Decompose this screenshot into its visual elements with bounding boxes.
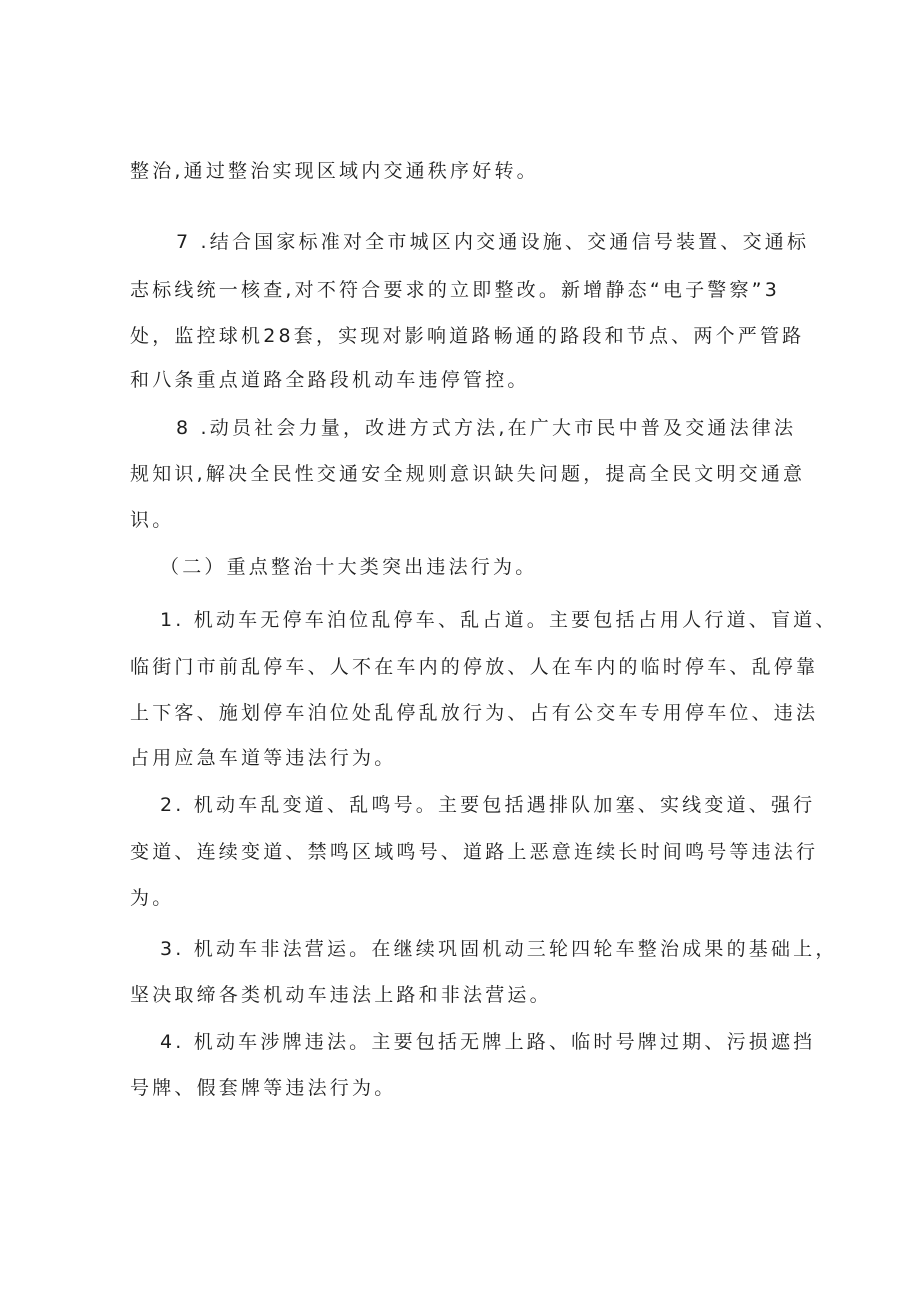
paragraph-7-line: 7 .结合国家标准对全市城区内交通设施、交通信号装置、交通标	[176, 231, 810, 253]
item-3-line: 3. 机动车非法营运。在继续巩固机动三轮四轮车整治成果的基础上，	[160, 938, 838, 960]
text-line: 整治,通过整治实现区域内交通秩序好转。	[130, 160, 539, 182]
text-line: 志标线统一核查,对不符合要求的立即整改。新增静态“电子警察”3	[130, 279, 781, 301]
item-1-line: 1. 机动车无停车泊位乱停车、乱占道。主要包括占用人行道、盲道、	[160, 609, 838, 631]
text-line: 和八条重点道路全路段机动车违停管控。	[130, 369, 530, 391]
text-line: 为。	[130, 887, 175, 909]
item-2-line: 2. 机动车乱变道、乱鸣号。主要包括遇排队加塞、实线变道、强行	[160, 794, 816, 816]
text-line: 占用应急车道等违法行为。	[130, 747, 397, 769]
text-line: 临街门市前乱停车、人不在车内的停放、人在车内的临时停车、乱停靠	[130, 656, 819, 678]
paragraph-8-line: 8 .动员社会力量，改进方式方法,在广大市民中普及交通法律法	[176, 417, 797, 439]
text-line: 坚决取缔各类机动车违法上路和非法营运。	[130, 984, 552, 1006]
section-heading: （二）重点整治十大类突出违法行为。	[160, 556, 538, 578]
text-line: 识。	[130, 509, 175, 531]
text-line: 上下客、施划停车泊位处乱停乱放行为、占有公交车专用停车位、违法	[130, 702, 819, 724]
item-4-line: 4. 机动车涉牌违法。主要包括无牌上路、临时号牌过期、污损遮挡	[160, 1031, 816, 1053]
text-line: 处，监控球机28套，实现对影响道路畅通的路段和节点、两个严管路	[130, 325, 805, 347]
text-line: 变道、连续变道、禁鸣区域鸣号、道路上恶意连续长时间鸣号等违法行	[130, 841, 819, 863]
text-line: 号牌、假套牌等违法行为。	[130, 1077, 397, 1099]
text-line: 规知识,解决全民性交通安全规则意识缺失问题，提高全民文明交通意	[130, 463, 806, 485]
